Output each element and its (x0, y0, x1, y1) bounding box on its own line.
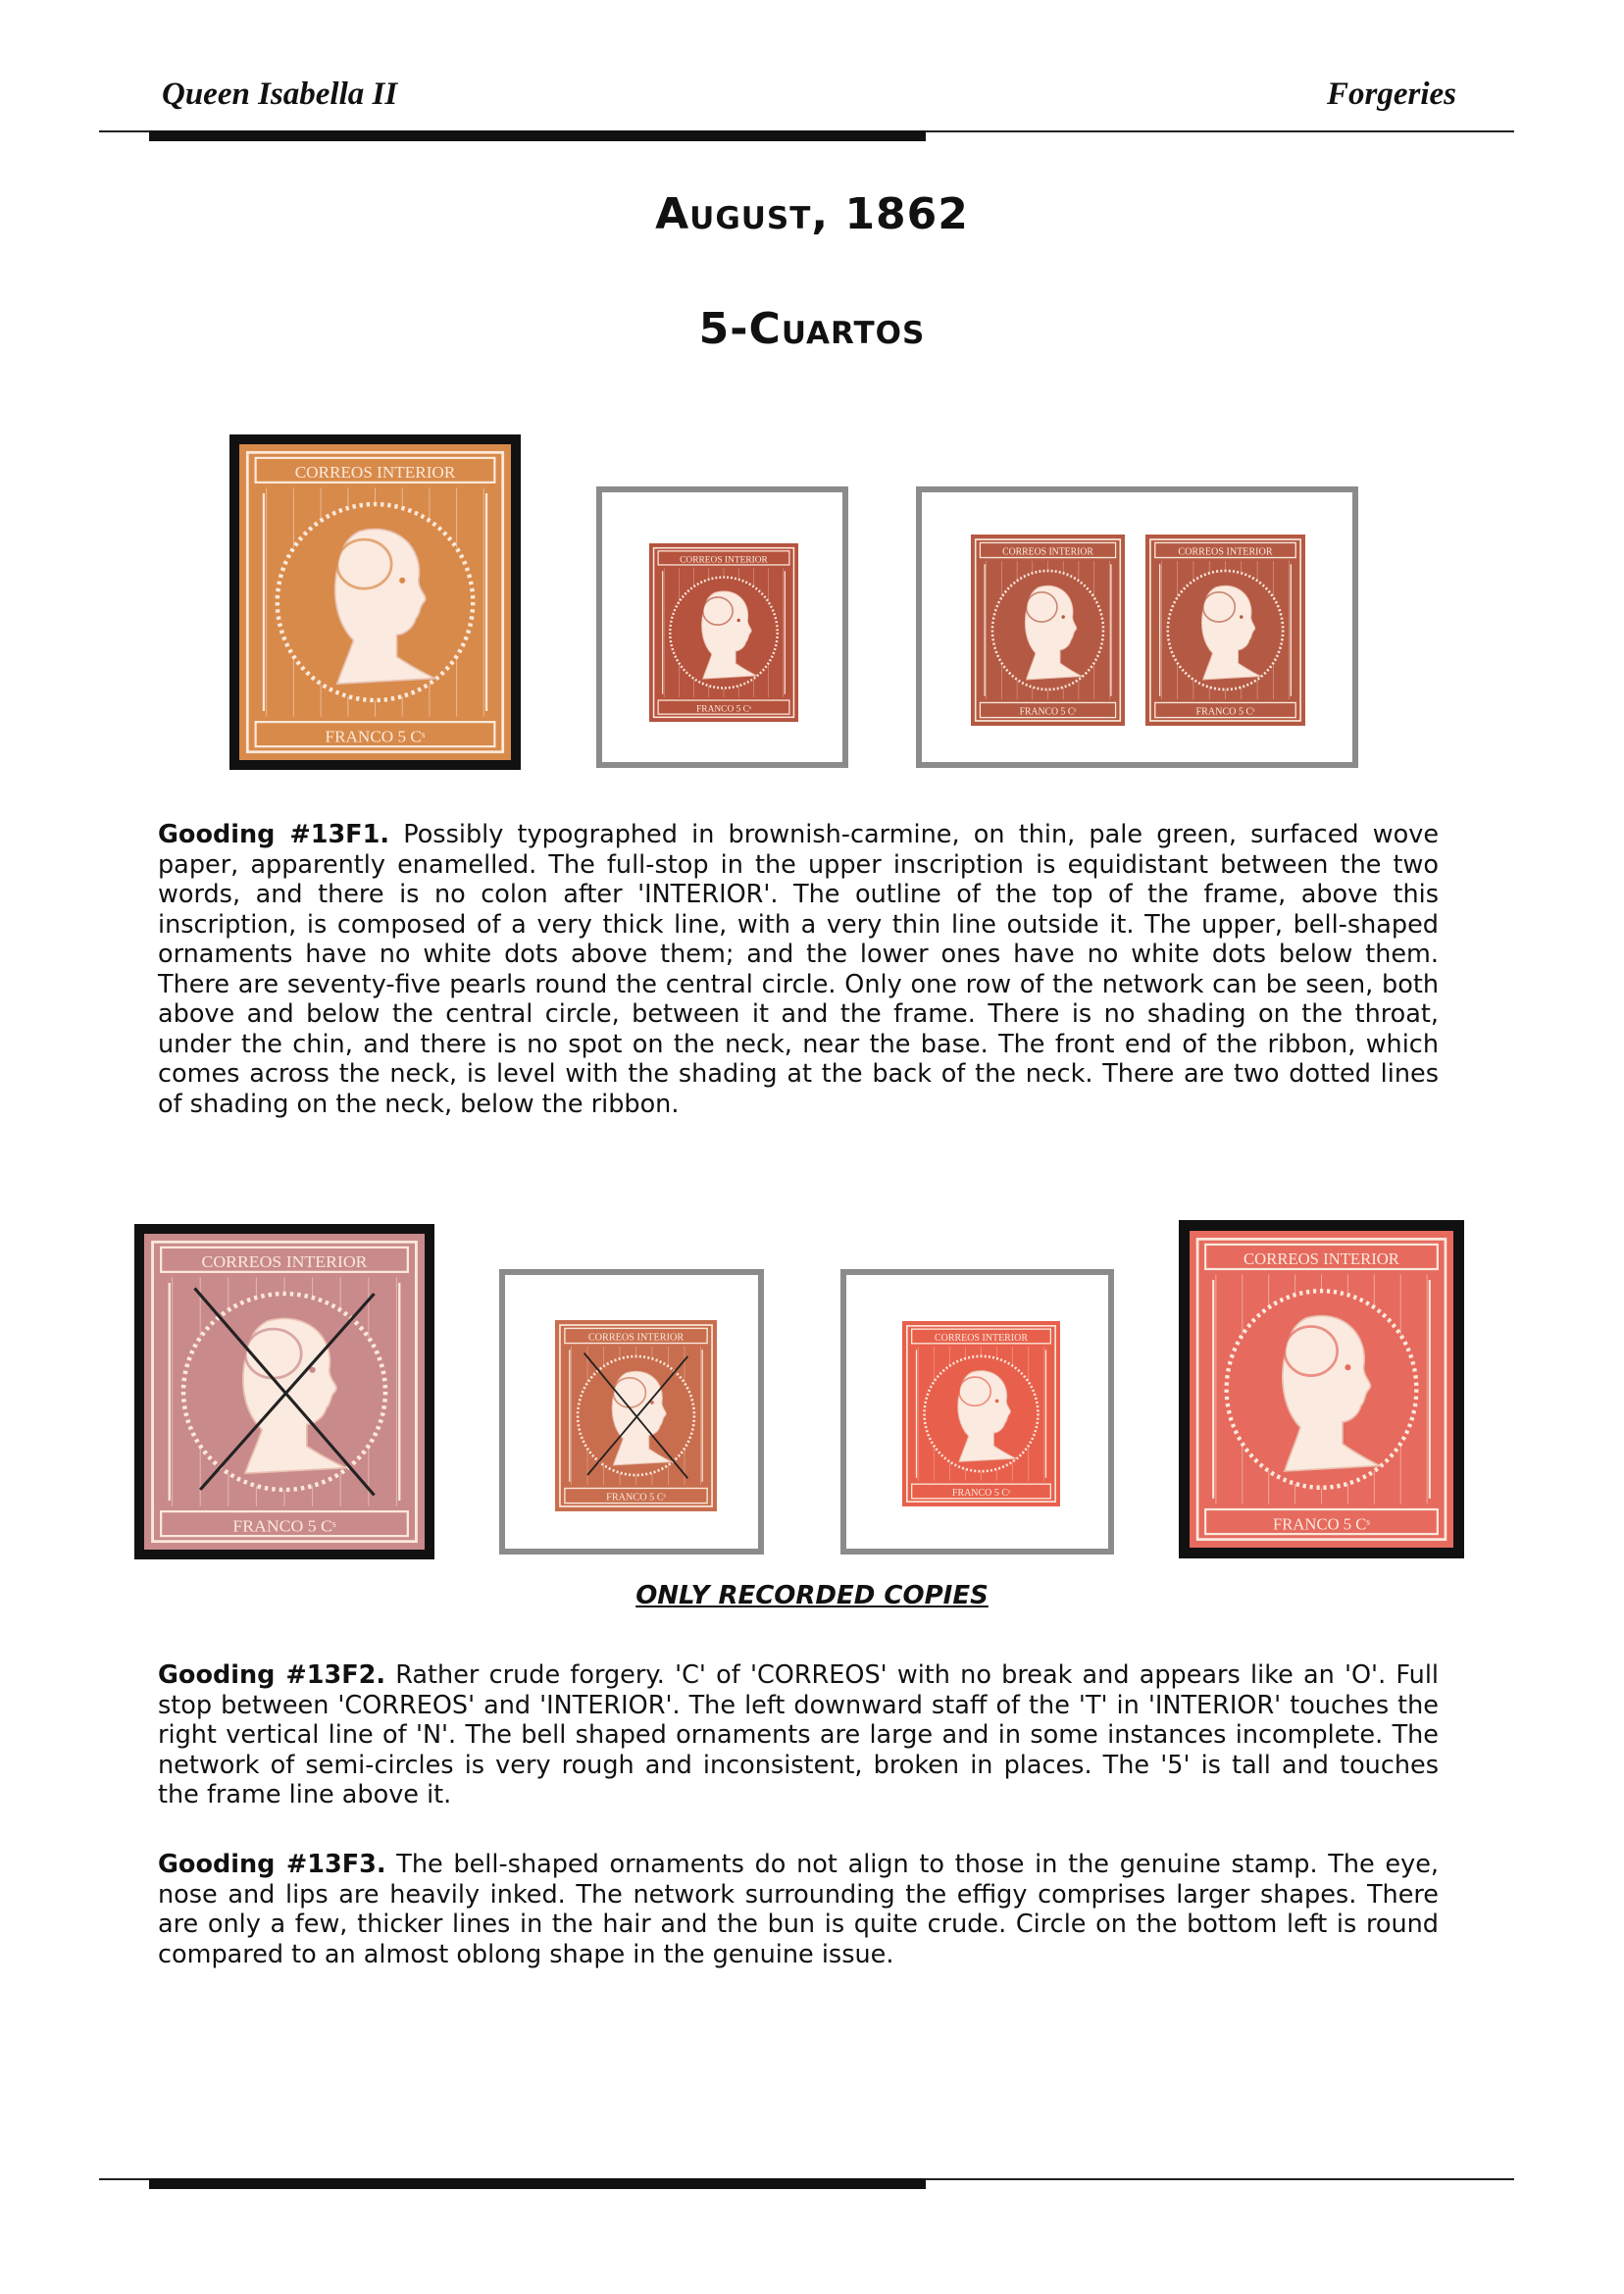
recorded-copies-caption: ONLY RECORDED COPIES (635, 1581, 989, 1610)
stamp-effigy-eye (995, 1400, 999, 1403)
stamp-image-13f2-pink (144, 1234, 425, 1550)
header-right: Forgeries (1327, 76, 1456, 112)
stamp-frame-13f1-pair (916, 486, 1358, 768)
stamp-effigy-eye (1240, 615, 1243, 619)
description-13f3-body: The bell-shaped ornaments do not align to those in the genuine stamp. The eye, nose and lips are heavily inked. The network surrounding the effigy comprises larger shapes. There are only a few, thicker lines in the hair and the bun is quite crude. Circle on the bottom left is round compared to an almost oblong shape in the genuine issue. (158, 1850, 1440, 1969)
page-title-date: August, 1862 (655, 189, 969, 239)
stamp-image-13f1-pair-left (971, 535, 1125, 726)
stamp-frame-13f2-pink (134, 1224, 434, 1559)
description-13f1 (158, 820, 1439, 1119)
stamp-image-13f1-pair-right (1145, 535, 1305, 726)
stamp-svg (1145, 535, 1305, 726)
stamp-svg (649, 543, 798, 722)
stamp-effigy-eye (737, 619, 740, 622)
stamp-image-13f2-cancelled (555, 1320, 717, 1511)
stamp-top-label: CORREOS INTERIOR (934, 1332, 1029, 1345)
stamp-svg (902, 1321, 1060, 1506)
stamp-bottom-label: FRANCO 5 Cˢ (696, 703, 751, 715)
stamp-frame-13f3-large (1179, 1220, 1464, 1558)
description-13f2-lead: Gooding #13F2. (158, 1660, 386, 1690)
stamp-top-label: CORREOS INTERIOR (1002, 546, 1093, 558)
stamp-top-label: CORREOS INTERIOR (1243, 1249, 1399, 1269)
stamp-svg (971, 535, 1125, 726)
stamp-svg (144, 1234, 425, 1550)
description-13f1-lead: Gooding #13F1. (158, 820, 390, 849)
description-13f1-body: Possibly typographed in brownish-carmine, on thin, pale green, surfaced wove paper, apparently enamelled. The full-stop in the upper inscription is equidistant between the two words, and there is no colon after 'INTERIOR'. The outline of the top of the frame, above this inscription, is composed of a very thick line, with a very thin line outside it. The upper, bell-shaped ornaments have no white dots above them; and the lower ones have no white dots below them. There are seventy-five pearls round the central circle. Only one row of the network can be seen, both above and below the central circle, between it and the frame. There is no shading on the throat, under the chin, and there is no spot on the neck, near the base. The front end of the ribbon, which comes across the neck, is level with the shading at the back of the neck. There are two dotted lines of shading on the neck, below the ribbon. (158, 820, 1440, 1119)
stamp-bottom-label: FRANCO 5 Cˢ (232, 1515, 336, 1536)
description-13f3 (158, 1850, 1439, 1969)
stamp-svg (239, 444, 511, 760)
header-rule-thick (149, 130, 926, 141)
stamp-frame-13f3-small (840, 1269, 1114, 1555)
stamp-bottom-label: FRANCO 5 Cˢ (325, 727, 426, 746)
stamp-svg (1190, 1231, 1453, 1548)
stamp-top-label: CORREOS INTERIOR (294, 463, 456, 483)
description-13f2-body: Rather crude forgery. 'C' of 'CORREOS' with no break and appears like an 'O'. Full stop between 'CORREOS' and 'INTERIOR'. The left downward staff of the 'T' in 'INTERIOR' touches the right vertical line of 'N'. The bell shaped ornaments are large and in some instances incomplete. The network of semi-circles is very rough and inconsistent, broken in places. The '5' is tall and touches the frame line above it. (158, 1660, 1439, 1810)
stamp-svg (555, 1320, 717, 1511)
stamp-image-13f1-single (649, 543, 798, 722)
stamp-bottom-label: FRANCO 5 Cˢ (1195, 706, 1255, 718)
description-13f2 (158, 1660, 1439, 1810)
page-title-value: 5-Cuartos (698, 304, 926, 354)
footer-rule-thick (149, 2178, 926, 2189)
header-left: Queen Isabella II (162, 76, 398, 112)
stamp-bottom-label: FRANCO 5 Cˢ (1019, 706, 1077, 718)
stamp-image-genuine (239, 444, 511, 760)
stamp-top-label: CORREOS INTERIOR (1178, 546, 1273, 558)
stamp-frame-13f2-cancelled (499, 1269, 764, 1555)
stamp-frame-13f1-single (596, 486, 848, 768)
stamp-frame-genuine (229, 434, 521, 770)
stamp-bottom-label: FRANCO 5 Cˢ (951, 1488, 1011, 1500)
stamp-top-label: CORREOS INTERIOR (201, 1251, 368, 1272)
stamp-image-13f3-large (1190, 1231, 1453, 1548)
stamp-bottom-label: FRANCO 5 Cˢ (606, 1492, 666, 1504)
stamp-effigy-eye (1345, 1364, 1350, 1370)
description-13f3-lead: Gooding #13F3. (158, 1850, 386, 1879)
stamp-effigy-eye (1061, 615, 1064, 619)
stamp-top-label: CORREOS INTERIOR (680, 554, 768, 566)
stamp-bottom-label: FRANCO 5 Cˢ (1273, 1514, 1370, 1534)
stamp-image-13f3-small (902, 1321, 1060, 1506)
stamp-effigy-eye (399, 578, 405, 584)
stamp-top-label: CORREOS INTERIOR (587, 1332, 685, 1344)
